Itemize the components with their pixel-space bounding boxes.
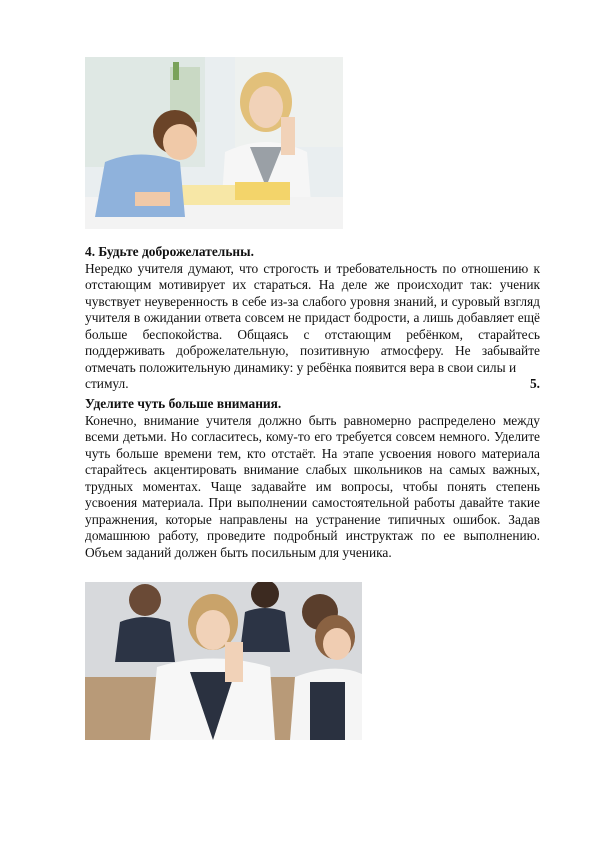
section-5-heading: Уделите чуть больше внимания.: [85, 396, 282, 411]
section-5-body: Конечно, внимание учителя должно быть равномерно распределено между всеми детьми. Но согласитесь, кому-то его требуется совсем немного. Уделите чуть больше времени тем, кто отстаёт. На этапе усвоения нового материала старайтесь акцентировать внимание слабых школьников на самых важных, трудных моментах. Чаще задавайте им вопросы, чтобы понять степень усвоения материала. При выполнении самостоятельной работы давайте такие упражнения, которые направлены на устранение типичных ошибок. Задав домашнюю работу, проведите подробный инструктаж по ее выполнению. Объем заданий должен быть посильным для ученика.: [85, 412, 540, 560]
section-4-body: [85, 261, 540, 377]
teacher-with-student-photo: [85, 57, 343, 229]
section-4-last-word: стимул.: [85, 376, 129, 391]
section-5-number: 5.: [529, 376, 540, 391]
classroom-students-photo: [85, 582, 362, 740]
section-4-last-line: [85, 376, 540, 393]
section-4-heading: 4. Будьте доброжелательны.: [85, 244, 254, 259]
section-4-body-text: Нередко учителя думают, что строгость и требовательность по отношению к отстающим мотивирует их стараться. На деле же происходит так: ученик чувствует неуверенность в себе из-за слабого уровня знаний, и суровый взгляд учителя в ожидании ответа совсем не придаст бодрости, а лишь добавляет ещё больше беспокойства. Общаясь с отстающим ребёнком, старайтесь поддерживать доброжелательную, позитивную атмосферу. Не забывайте отмечать положительную динамику: у ребёнка появится вера в свои силы и: [85, 260, 540, 375]
